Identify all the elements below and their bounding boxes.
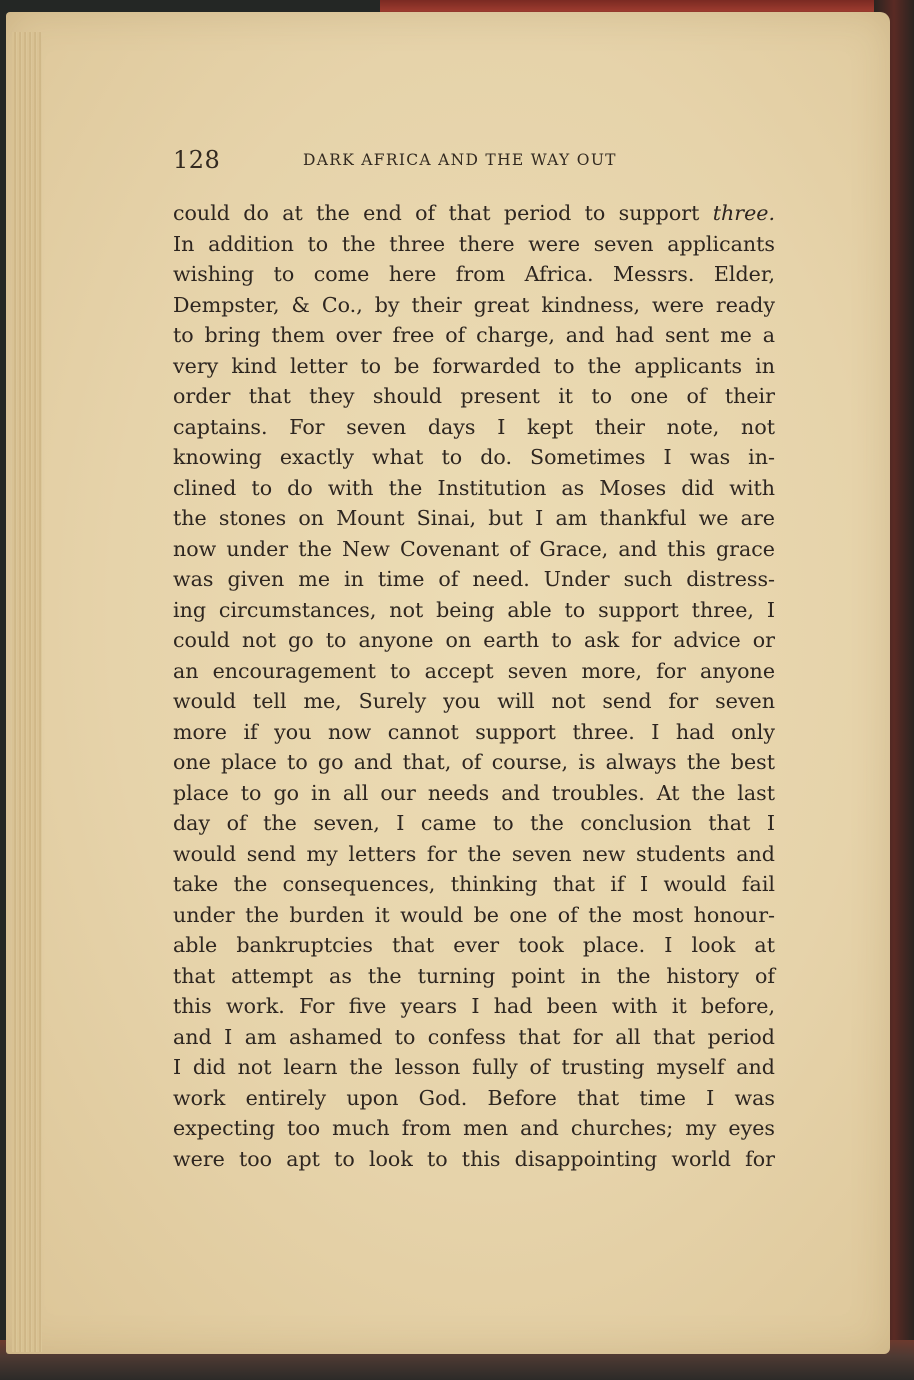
text-line: would send my letters for the seven new students and	[173, 841, 775, 866]
text-line: more if you now cannot support three. I had only	[173, 719, 775, 744]
text-line: ing circumstances, not being able to support three, I	[173, 597, 775, 622]
text-line: order that they should present it to one of their	[173, 384, 775, 408]
text-line: knowing exactly what to do. Sometimes I was in-	[173, 445, 775, 469]
text-line: an encouragement to accept seven more, for anyone	[173, 658, 775, 683]
text-line: was given me in time of need. Under such distress-	[173, 567, 775, 591]
text-line: take the consequences, thinking that if I would fail	[173, 872, 775, 896]
text-line: and I am ashamed to confess that for all that period	[173, 1024, 775, 1049]
text-line: wishing to come here from Africa. Messrs. Elder,	[173, 262, 775, 286]
page-stack-edges	[12, 32, 42, 1352]
text-line: expecting too much from men and churches; my eyes	[173, 1116, 775, 1140]
running-head	[173, 144, 775, 178]
text-line: were too apt to look to this disappointing world for	[173, 1146, 775, 1171]
text-line: could do at the end of that period to support three.	[173, 201, 775, 225]
text-line: clined to do with the Institution as Moses did with	[173, 475, 775, 500]
text-line: the stones on Mount Sinai, but I am thankful we are	[173, 506, 775, 530]
text-line: captains. For seven days I kept their note, not	[173, 414, 775, 439]
text-line: could not go to anyone on earth to ask for advice or	[173, 628, 775, 652]
text-line: I did not learn the lesson fully of trusting myself and	[173, 1055, 775, 1079]
text-line: work entirely upon God. Before that time I was	[173, 1085, 775, 1110]
running-title: DARK AFRICA AND THE WAY OUT	[303, 151, 617, 169]
body-text	[173, 198, 775, 1174]
text-line: place to go in all our needs and troubles. At the last	[173, 780, 775, 805]
text-line: Dempster, & Co., by their great kindness, were ready	[173, 292, 775, 317]
text-line: able bankruptcies that ever took place. I look at	[173, 933, 775, 957]
text-line: one place to go and that, of course, is always the best	[173, 750, 775, 774]
text-line: would tell me, Surely you will not send for seven	[173, 689, 775, 713]
text-line: now under the New Covenant of Grace, and this grace	[173, 536, 775, 561]
text-line: to bring them over free of charge, and had sent me a	[173, 323, 775, 347]
text-line: In addition to the three there were seven applicants	[173, 231, 775, 256]
text-line: this work. For five years I had been with it before,	[173, 994, 775, 1018]
text-line: very kind letter to be forwarded to the applicants in	[173, 353, 775, 378]
text-line: that attempt as the turning point in the history of	[173, 963, 775, 988]
page-number: 128	[173, 146, 221, 174]
text-line: under the burden it would be one of the most honour-	[173, 902, 775, 927]
text-line: day of the seven, I came to the conclusion that I	[173, 811, 775, 835]
